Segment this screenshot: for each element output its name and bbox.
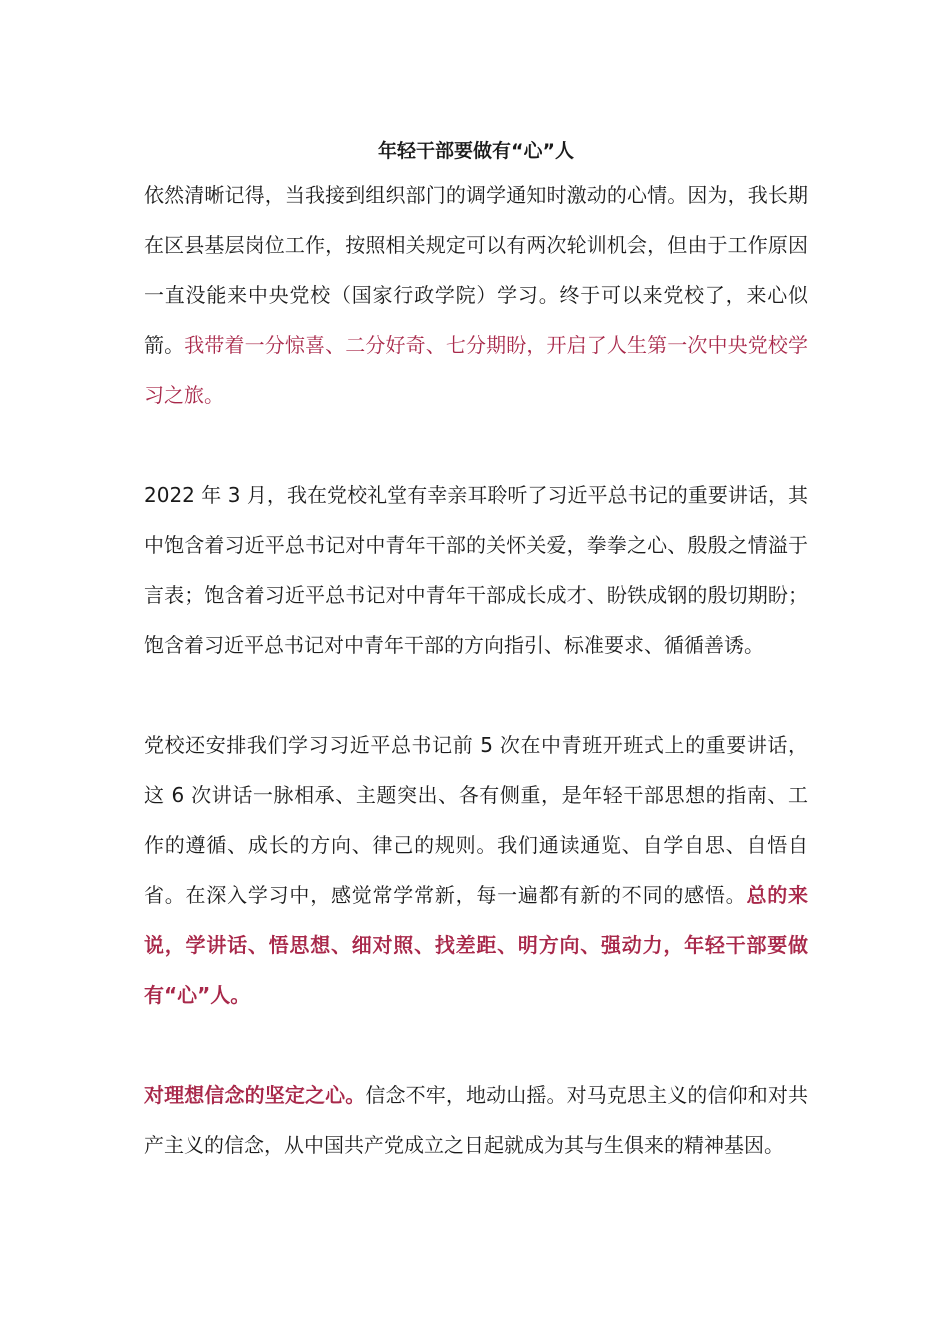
paragraph-1	[144, 170, 808, 420]
paragraph-3-highlight: 总的来说，学讲话、悟思想、细对照、找差距、明方向、强动力，年轻干部要做有“心”人。	[144, 883, 809, 1007]
paragraph-4	[144, 1070, 808, 1170]
paragraph-1-highlight: 我带着一分惊喜、二分好奇、七分期盼，开启了人生第一次中央党校学习之旅。	[144, 333, 808, 407]
paragraph-4-text: 信念不牢，地动山摇。对马克思主义的信仰和对共产主义的信念，从中国共产党成立之日起就成为其与生俱来的精神基因。	[144, 1083, 808, 1157]
document-page	[144, 134, 808, 1170]
paragraph-4-heading: 对理想信念的坚定之心。	[144, 1083, 366, 1107]
document-title: 年轻干部要做有“心”人	[378, 140, 574, 162]
paragraph-spacer	[144, 670, 808, 720]
paragraph-3	[144, 720, 808, 1020]
paragraph-2	[144, 470, 808, 670]
paragraph-1-text: 依然清晰记得，当我接到组织部门的调学通知时激动的心情。因为，我长期在区县基层岗位工作，按照相关规定可以有两次轮训机会，但由于工作原因一直没能来中央党校（国家行政学院）学习。终于可以来党校了，来心似箭。	[144, 183, 808, 357]
paragraph-3-text: 党校还安排我们学习习近平总书记前 5 次在中青班开班式上的重要讲话，这 6 次讲话一脉相承、主题突出、各有侧重，是年轻干部思想的指南、工作的遵循、成长的方向、律己的规则。我们通读通览、自学自思、自悟自省。在深入学习中，感觉常学常新，每一遍都有新的不同的感悟。	[144, 733, 808, 907]
paragraph-spacer	[144, 1020, 808, 1070]
paragraph-spacer	[144, 420, 808, 470]
paragraph-2-text: 2022 年 3 月，我在党校礼堂有幸亲耳聆听了习近平总书记的重要讲话，其中饱含着习近平总书记对中青年干部的关怀关爱，拳拳之心、殷殷之情溢于言表；饱含着习近平总书记对中青年干部成长成才、盼铁成钢的殷切期盼；饱含着习近平总书记对中青年干部的方向指引、标准要求、循循善诱。	[144, 483, 808, 657]
